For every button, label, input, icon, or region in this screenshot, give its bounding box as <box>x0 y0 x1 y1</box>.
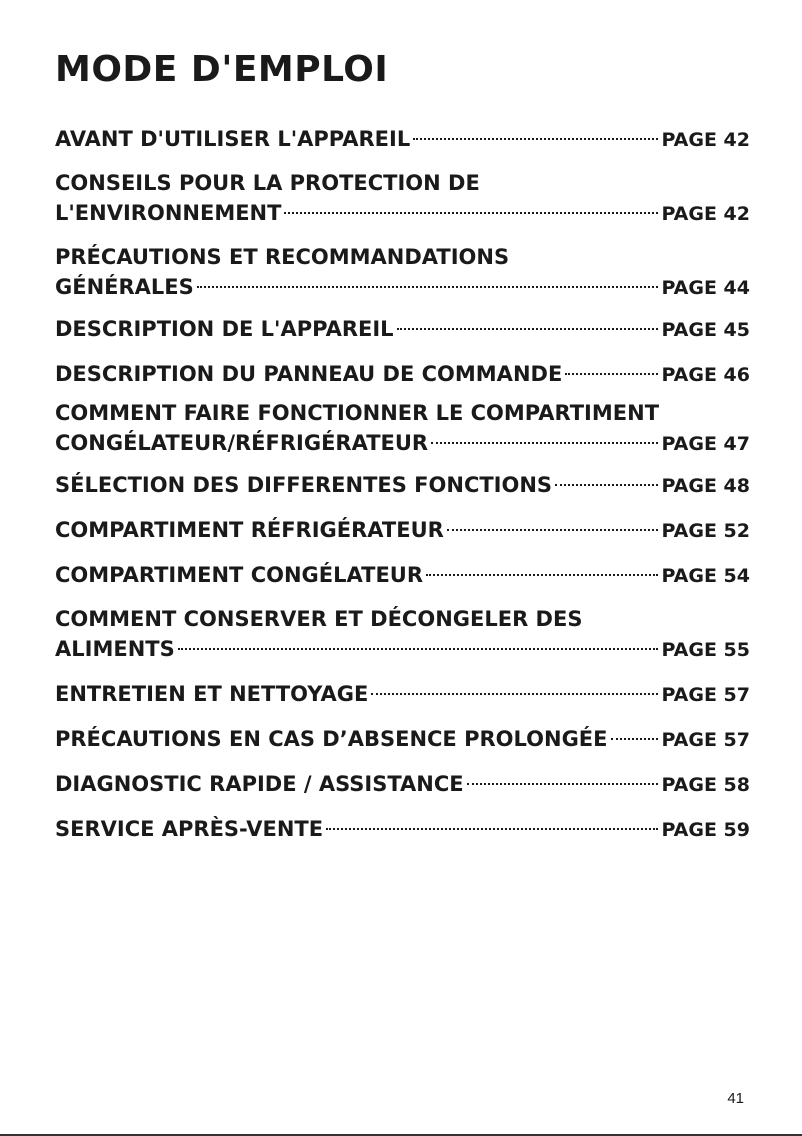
toc-entry-title: DESCRIPTION DU PANNEAU DE COMMANDE <box>55 362 563 386</box>
toc-entry-title: PRÉCAUTIONS EN CAS D’ABSENCE PROLONGÉE <box>55 727 608 751</box>
toc-entry-page: PAGE 46 <box>661 364 750 386</box>
toc-entry-page: PAGE 55 <box>661 639 750 661</box>
toc-entry-page: PAGE 59 <box>661 819 750 841</box>
dot-leader <box>431 428 658 444</box>
toc-entry-title-line1: COMMENT FAIRE FONCTIONNER LE COMPARTIMENT <box>55 401 660 425</box>
dot-leader <box>447 515 659 531</box>
dot-leader <box>397 314 659 330</box>
toc-entry-title: ENTRETIEN ET NETTOYAGE <box>55 682 369 706</box>
toc-entry-page: PAGE 57 <box>661 684 750 706</box>
toc-entry-title: DESCRIPTION DE L'APPAREIL <box>55 317 394 341</box>
toc-entry-page: PAGE 57 <box>661 729 750 751</box>
page-title: MODE D'EMPLOI <box>55 49 389 90</box>
dot-leader <box>565 359 658 375</box>
toc-entry-page: PAGE 42 <box>661 203 750 225</box>
toc-entry-page: PAGE 47 <box>661 433 750 455</box>
toc-entry-page: PAGE 54 <box>661 565 750 587</box>
dot-leader <box>467 769 659 785</box>
dot-leader <box>197 272 659 288</box>
toc-entry <box>55 314 750 344</box>
toc-entry <box>55 814 750 844</box>
toc-entry <box>55 470 750 500</box>
toc-entry-title: GÉNÉRALES <box>55 275 194 299</box>
toc-entry-title: SÉLECTION DES DIFFERENTES FONCTIONS <box>55 473 553 497</box>
toc-entry <box>55 168 750 228</box>
toc-entry-title: L'ENVIRONNEMENT <box>55 201 282 225</box>
toc-entry <box>55 242 750 302</box>
toc-entry-title: CONGÉLATEUR/RÉFRIGÉRATEUR <box>55 431 429 455</box>
toc-entry-page: PAGE 44 <box>661 277 750 299</box>
toc-entry-title-line1: CONSEILS POUR LA PROTECTION DE <box>55 171 480 195</box>
toc-entry-title: SERVICE APRÈS-VENTE <box>55 817 324 841</box>
dot-leader <box>326 814 658 830</box>
dot-leader <box>178 634 659 650</box>
toc-entry <box>55 769 750 799</box>
toc-entry <box>55 398 750 458</box>
toc-entry-title: DIAGNOSTIC RAPIDE / ASSISTANCE <box>55 772 464 796</box>
toc-entry-page: PAGE 45 <box>661 319 750 341</box>
toc-entry <box>55 679 750 709</box>
dot-leader <box>555 470 658 486</box>
toc-entry <box>55 124 750 154</box>
toc-entry <box>55 604 750 664</box>
page-number: 41 <box>727 1090 744 1107</box>
toc-entry-page: PAGE 42 <box>661 129 750 151</box>
toc-entry-page: PAGE 58 <box>661 774 750 796</box>
toc-entry-page: PAGE 48 <box>661 475 750 497</box>
toc-entry-title: COMPARTIMENT CONGÉLATEUR <box>55 563 424 587</box>
toc-entry-title: COMPARTIMENT RÉFRIGÉRATEUR <box>55 518 444 542</box>
toc-entry-page: PAGE 52 <box>661 520 750 542</box>
toc-entry-title-line1: PRÉCAUTIONS ET RECOMMANDATIONS <box>55 245 510 269</box>
toc-entry <box>55 359 750 389</box>
toc-entry-title: AVANT D'UTILISER L'APPAREIL <box>55 127 411 151</box>
dot-leader <box>413 124 658 140</box>
toc-entry <box>55 724 750 754</box>
toc-entry <box>55 515 750 545</box>
dot-leader <box>284 198 658 214</box>
dot-leader <box>611 724 659 740</box>
toc-entry-title-line1: COMMENT CONSERVER ET DÉCONGELER DES <box>55 607 583 631</box>
toc-entry-title: ALIMENTS <box>55 637 175 661</box>
dot-leader <box>371 679 658 695</box>
toc-entry <box>55 560 750 590</box>
dot-leader <box>426 560 658 576</box>
